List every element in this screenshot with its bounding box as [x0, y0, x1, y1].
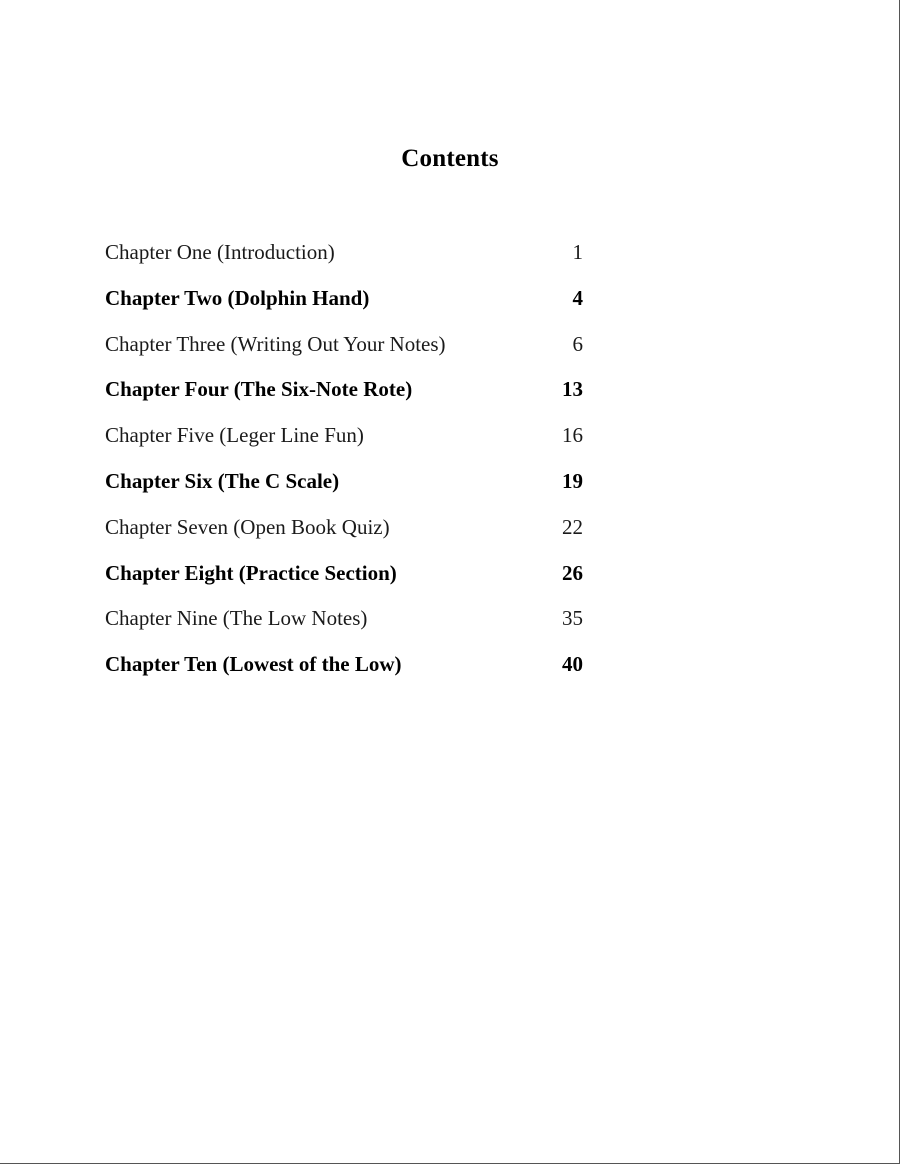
toc-entry-9	[105, 601, 585, 647]
toc-entry-label: Chapter Three (Writing Out Your Notes)	[105, 331, 446, 356]
toc-entry-2	[105, 281, 585, 327]
toc-entry-3	[105, 327, 585, 373]
toc-entry-8	[105, 556, 585, 602]
toc-entry-4	[105, 372, 585, 418]
toc-entry-label: Chapter One (Introduction)	[105, 240, 335, 264]
toc-entry-page-number: 1	[572, 240, 583, 264]
toc-entry-page-number: 13	[562, 377, 583, 402]
toc-entry-6	[105, 464, 585, 510]
toc-entry-label: Chapter Eight (Practice Section)	[105, 560, 397, 585]
toc-entry-label: Chapter Two (Dolphin Hand)	[105, 285, 370, 310]
toc-entry-page-number: 26	[562, 560, 583, 585]
toc-entry-label: Chapter Nine (The Low Notes)	[105, 606, 368, 631]
toc-entry-page-number: 6	[572, 331, 583, 356]
toc-entry-1	[105, 235, 585, 281]
toc-entry-page-number: 40	[562, 652, 583, 677]
table-of-contents	[105, 235, 585, 693]
toc-entry-page-number: 19	[562, 468, 583, 493]
toc-entry-label: Chapter Ten (Lowest of the Low)	[105, 652, 402, 677]
toc-entry-label: Chapter Six (The C Scale)	[105, 468, 340, 493]
toc-entry-page-number: 4	[572, 285, 583, 310]
toc-entry-10	[105, 647, 585, 693]
toc-entry-page-number: 22	[562, 514, 583, 539]
toc-entry-page-number: 35	[562, 606, 583, 631]
toc-entry-label: Chapter Four (The Six-Note Rote)	[105, 377, 413, 402]
page-title: Contents	[401, 145, 499, 172]
toc-entry-7	[105, 510, 585, 556]
toc-entry-5	[105, 418, 585, 464]
toc-entry-label: Chapter Five (Leger Line Fun)	[105, 423, 364, 448]
toc-entry-page-number: 16	[562, 423, 583, 448]
toc-entry-label: Chapter Seven (Open Book Quiz)	[105, 514, 390, 539]
